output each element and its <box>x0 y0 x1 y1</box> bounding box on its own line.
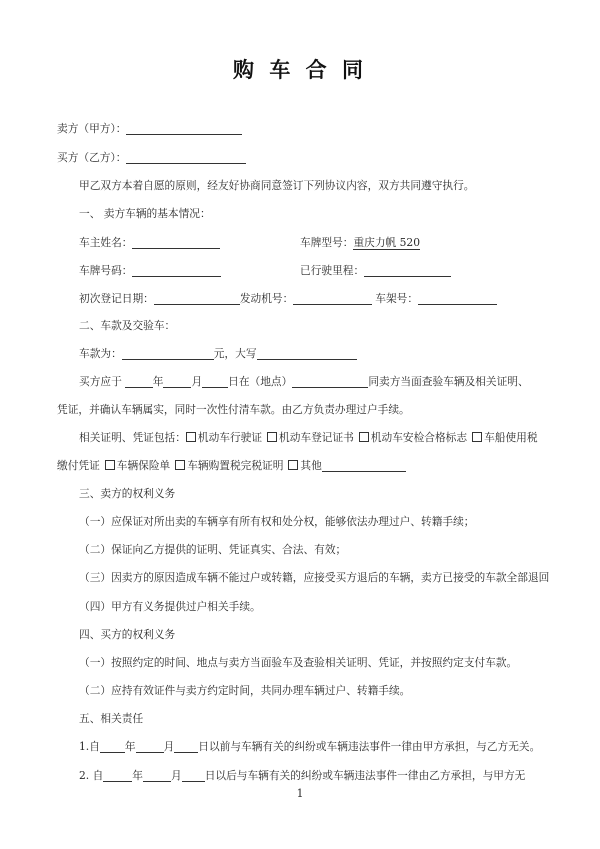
plate-model-group <box>300 234 420 252</box>
checkbox-inspection-mark[interactable] <box>359 432 369 442</box>
document-item-label: 车辆购置税完税证明 <box>187 459 284 472</box>
price-amount-field[interactable] <box>122 347 214 360</box>
owner-row <box>79 234 552 252</box>
plate-number-field[interactable] <box>132 264 221 277</box>
clause2-month-field[interactable] <box>143 769 171 782</box>
section3-item: （二）保证向乙方提供的证明、凭证真实、合法、有效； <box>79 543 347 556</box>
seller-name-field[interactable] <box>126 122 242 135</box>
inspection-month-field[interactable] <box>163 375 191 388</box>
clause-text: 日以后与车辆有关的纠纷或车辆违法事件一律由乙方承担，与甲方无 <box>204 769 526 782</box>
clause-year-label: 年 <box>124 740 136 753</box>
engine-number-field[interactable] <box>293 292 372 305</box>
mileage-label: 已行驶里程： <box>300 264 365 277</box>
checkbox-other[interactable] <box>288 460 298 470</box>
documents-label: 相关证明、凭证包括： <box>79 431 186 444</box>
buyer-name-field[interactable] <box>126 151 246 164</box>
documents-row-2 <box>57 457 552 475</box>
checkbox-purchase-tax-certificate[interactable] <box>175 460 185 470</box>
checkbox-vehicle-tax[interactable] <box>472 432 482 442</box>
liability-clause-1 <box>79 738 552 756</box>
inspection-day-location: 日在（地点） <box>228 375 293 388</box>
clause-prefix: 2. 自 <box>79 769 104 782</box>
engine-number-label: 发动机号： <box>239 292 294 305</box>
document-item-label: 车船使用税 <box>484 431 538 444</box>
section4-heading: 四、买方的权利义务 <box>79 628 176 641</box>
inspection-location-field[interactable] <box>292 375 368 388</box>
seller-label: 卖方（甲方）： <box>57 122 127 135</box>
inspection-prefix: 买方应于 <box>79 375 122 388</box>
inspection-day-field[interactable] <box>202 375 228 388</box>
vin-label: 车架号： <box>375 292 419 305</box>
plate-number-row <box>79 262 552 280</box>
registration-row <box>79 290 552 308</box>
document-title: 购 车 合 同 <box>233 57 367 82</box>
vin-field[interactable] <box>418 292 497 305</box>
checkbox-insurance-policy[interactable] <box>105 460 115 470</box>
section2-heading: 二、车款及交验车： <box>79 319 176 332</box>
document-item-label: 车辆保险单 <box>116 459 171 472</box>
price-label: 车款为： <box>79 347 122 360</box>
plate-model-label: 车牌型号： <box>300 236 354 249</box>
intro-paragraph: 甲乙双方本着自愿的原则，经友好协商同意签订下列协议内容，双方共同遵守执行。 <box>79 179 475 192</box>
document-item-label: 机动车安检合格标志 <box>370 431 468 444</box>
clause-month-label: 月 <box>171 769 182 782</box>
inspection-row <box>79 373 552 391</box>
mileage-group <box>300 262 451 280</box>
section4-item: （一）按照约定的时间、地点与卖方当面验车及查验相关证明、凭证，并按照约定支付车款。 <box>79 656 518 669</box>
price-unit-text: 元，大写 <box>213 347 257 360</box>
liability-clause-2 <box>79 767 552 785</box>
owner-name-field[interactable] <box>132 236 220 249</box>
section5-heading: 五、相关责任 <box>79 712 144 725</box>
first-registration-label: 初次登记日期： <box>79 292 154 305</box>
page-number: 1 <box>296 787 304 800</box>
price-in-words-field[interactable] <box>257 347 357 360</box>
price-row <box>79 345 552 363</box>
clause1-day-field[interactable] <box>174 740 198 753</box>
clause-text: 日以前与车辆有关的纠纷或车辆违法事件一律由甲方承担，与乙方无关。 <box>198 740 541 753</box>
other-document-field[interactable] <box>322 459 406 472</box>
checkbox-driving-license[interactable] <box>186 432 196 442</box>
section3-item: （三）因卖方的原因造成车辆不能过户或转籍，应接受买方退后的车辆，卖方已接受的车款全部退回 <box>79 571 550 584</box>
first-registration-field[interactable] <box>154 292 240 305</box>
inspection-continuation: 凭证，并确认车辆属实，同时一次性付清车款。由乙方负责办理过户手续。 <box>57 403 410 416</box>
buyer-label: 买方（乙方）： <box>57 151 127 164</box>
document-item-label: 机动车行驶证 <box>197 431 263 444</box>
clause-prefix: 1.自 <box>79 740 100 753</box>
document-item-label: 其他 <box>300 459 322 472</box>
section1-heading: 一、 卖方车辆的基本情况： <box>79 207 211 220</box>
document-item-label: 机动车登记证书 <box>279 431 354 444</box>
owner-name-label: 车主姓名： <box>79 236 133 249</box>
documents-row-1 <box>79 429 552 447</box>
inspection-suffix: 同卖方当面查验车辆及相关证明、 <box>368 375 529 388</box>
section3-item: （一）应保证对所出卖的车辆享有所有权和处分权，能够依法办理过户、转籍手续； <box>79 515 475 528</box>
plate-model-field[interactable]: 重庆力帆 520 <box>353 236 420 249</box>
clause2-day-field[interactable] <box>182 769 205 782</box>
clause1-month-field[interactable] <box>136 740 164 753</box>
clause2-year-field[interactable] <box>103 769 132 782</box>
section3-heading: 三、卖方的权利义务 <box>79 487 176 500</box>
checkbox-registration-certificate[interactable] <box>267 432 277 442</box>
clause-year-label: 年 <box>132 769 143 782</box>
inspection-year-field[interactable] <box>125 375 153 388</box>
inspection-year-label: 年 <box>152 375 164 388</box>
seller-row <box>57 120 552 138</box>
clause1-year-field[interactable] <box>100 740 125 753</box>
section4-item: （二）应持有效证件与卖方约定时间，共同办理车辆过户、转籍手续。 <box>79 684 411 697</box>
clause-month-label: 月 <box>163 740 175 753</box>
buyer-row <box>57 149 552 167</box>
plate-number-label: 车牌号码： <box>79 264 133 277</box>
document-item-continued: 缴付凭证 <box>57 459 100 472</box>
inspection-month-label: 月 <box>191 375 203 388</box>
section3-item: （四）甲方有义务提供过户相关手续。 <box>79 600 261 613</box>
mileage-field[interactable] <box>364 264 451 277</box>
